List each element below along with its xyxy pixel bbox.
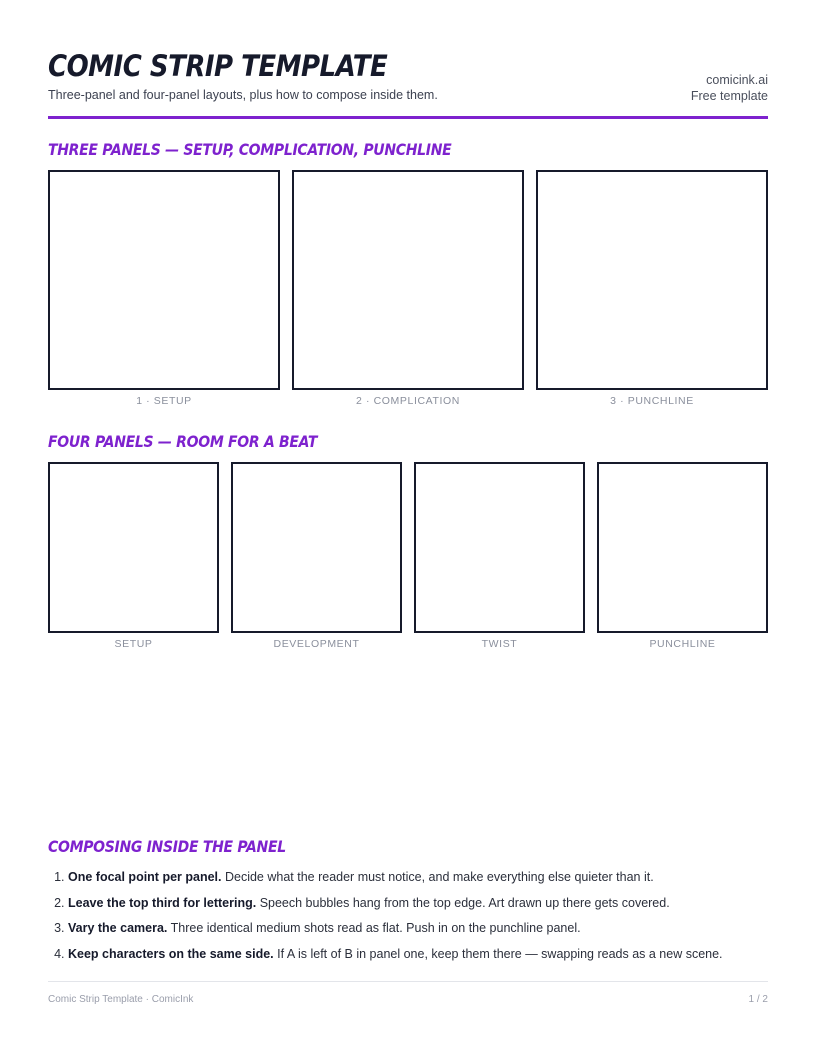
- list-item: [68, 894, 788, 912]
- tip-text: Speech bubbles hang from the top edge. Art drawn up there gets covered.: [256, 895, 670, 910]
- tip-lead: Keep characters on the same side.: [68, 946, 274, 961]
- panel-caption: PUNCHLINE: [649, 638, 716, 650]
- panel-caption: SETUP: [114, 638, 153, 650]
- panel-cell: [231, 462, 402, 651]
- brand-site: comicink.ai: [706, 73, 768, 87]
- comic-panel: [48, 462, 219, 633]
- brand-tag: Free template: [690, 89, 768, 103]
- panel-caption: TWIST: [481, 638, 518, 650]
- list-item: [68, 868, 788, 886]
- panel-cell: [597, 462, 768, 651]
- page-number: 1 / 2: [748, 994, 768, 1005]
- four-panel-row: [48, 462, 768, 651]
- tip-lead: Vary the camera.: [68, 921, 168, 936]
- brand-block: [691, 72, 768, 104]
- template-page: [48, 0, 768, 1056]
- panel-caption: 1 · SETUP: [136, 395, 192, 407]
- page-title: COMIC STRIP TEMPLATE: [48, 50, 388, 84]
- tip-text: Three identical medium shots read as flat. Push in on the punchline panel.: [167, 921, 581, 936]
- panel-caption: 3 · PUNCHLINE: [610, 395, 694, 407]
- page-subtitle: Three-panel and four-panel layouts, plus how to compose inside them.: [48, 88, 438, 102]
- header-divider: [48, 116, 768, 119]
- panel-caption: DEVELOPMENT: [273, 638, 360, 650]
- comic-panel: [536, 170, 768, 390]
- footer-divider: [48, 981, 768, 982]
- composing-heading: COMPOSING INSIDE THE PANEL: [48, 838, 286, 857]
- tip-text: Decide what the reader must notice, and make everything else quieter than it.: [221, 870, 654, 884]
- panel-cell: [292, 170, 524, 408]
- three-panel-heading: THREE PANELS — SETUP, COMPLICATION, PUNCHLINE: [48, 141, 452, 160]
- comic-panel: [48, 170, 280, 390]
- panel-cell: [48, 462, 219, 651]
- comic-panel: [597, 462, 768, 633]
- footer-doc-name: Comic Strip Template · ComicInk: [48, 994, 194, 1005]
- panel-cell: [536, 170, 768, 408]
- list-item: [68, 945, 788, 963]
- tip-lead: One focal point per panel.: [68, 870, 222, 884]
- composing-tips-list: [48, 868, 788, 970]
- three-panel-row: [48, 170, 768, 408]
- four-panel-heading: FOUR PANELS — ROOM FOR A BEAT: [48, 433, 318, 452]
- panel-cell: [414, 462, 585, 651]
- comic-panel: [414, 462, 585, 633]
- comic-panel: [231, 462, 402, 633]
- page-header: [48, 48, 768, 116]
- comic-panel: [292, 170, 524, 390]
- list-item: [68, 919, 788, 937]
- tip-lead: Leave the top third for lettering.: [68, 895, 257, 910]
- tip-text: If A is left of B in panel one, keep them there — swapping reads as a new scene.: [273, 946, 723, 961]
- panel-cell: [48, 170, 280, 408]
- panel-caption: 2 · COMPLICATION: [356, 395, 460, 407]
